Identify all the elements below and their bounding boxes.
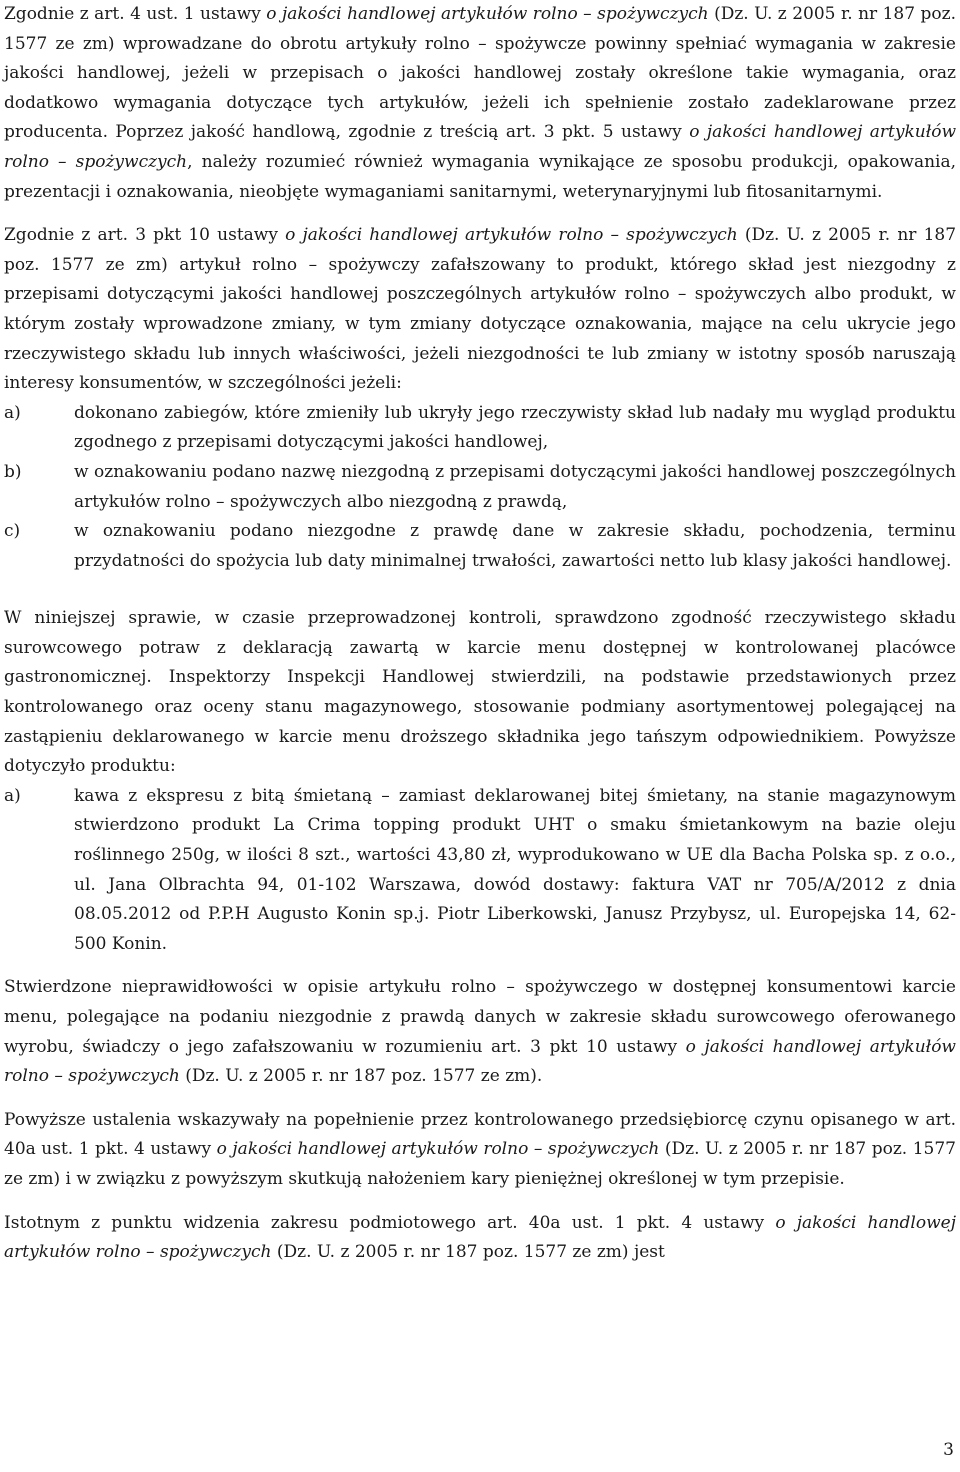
act-title: o jakości handlowej artykułów rolno – spożywczych bbox=[4, 122, 956, 172]
list-item-text: kawa z ekspresu z bitą śmietaną – zamiast deklarowanej bitej śmietany, na stanie magazynowym stwierdzono produkt La Crima topping produkt UHT o smaku śmietankowym na bazie oleju roślinnego 250g, w ilości 8 szt., wartości 43,80 zł, wyprodukowano w UE dla Bacha Polska sp. z o.o., ul. Jana Olbrachta 94, 01-102 Warszawa, dowód dostawy: faktura VAT nr 705/A/2012 z dnia 08.05.2012 od P.P.H Augusto Konin sp.j. Piotr Liberkowski, Janusz Przybysz, ul. Europejska 14, 62-500 Konin. bbox=[74, 785, 956, 954]
list-item-text: w oznakowaniu podano niezgodne z prawdę dane w zakresie składu, pochodzenia, terminu przydatności do spożycia lub daty minimalnej trwałości, zawartości netto lub klasy jakości handlowej. bbox=[74, 521, 956, 571]
text-run: (Dz. U. z 2005 r. nr 187 poz. 1577 ze zm) wprowadzane do obrotu artykuły rolno – spożywcze powinny spełniać wymagania w zakresie jakości handlowej, jeżeli w przepisach o jakości handlowej zostały określone takie wymagania, oraz dodatkowo wymagania dotyczące tych artykułów, jeżeli ich spełnienie zostało zadeklarowane przez producenta. Poprzez jakość handlową, zgodnie z treścią art. 3 pkt. 5 ustawy bbox=[4, 4, 956, 143]
list-marker: c) bbox=[4, 521, 21, 542]
paragraph-penalty bbox=[4, 1106, 956, 1195]
act-title: o jakości handlowej artykułów rolno – spożywczych bbox=[4, 1036, 956, 1087]
list-item bbox=[4, 458, 956, 517]
list-item bbox=[4, 517, 956, 576]
paragraph-scope bbox=[4, 1209, 956, 1268]
text-run: , należy rozumieć również wymagania wynikające ze sposobu produkcji, opakowania, prezentacji i oznakowania, nieobjęte wymaganiami sanitarnymi, weterynaryjnymi lub fitosanitarnymi. bbox=[4, 151, 957, 202]
criteria-list bbox=[4, 399, 956, 577]
text-run: (Dz. U. z 2005 r. nr 187 poz. 1577 ze zm). bbox=[179, 1066, 543, 1087]
act-title: o jakości handlowej artykułów rolno – spożywczych bbox=[266, 4, 709, 24]
list-marker: a) bbox=[4, 402, 21, 423]
text-run: Zgodnie z art. 4 ust. 1 ustawy bbox=[4, 4, 267, 24]
list-marker: b) bbox=[4, 461, 22, 482]
act-title: o jakości handlowej artykułów rolno – spożywczych bbox=[4, 1212, 956, 1263]
list-item bbox=[4, 399, 956, 458]
text-run: Zgodnie z art. 3 pkt 10 ustawy bbox=[4, 225, 286, 246]
paragraph-irregularities bbox=[4, 973, 956, 1091]
paragraph-legal-basis bbox=[4, 0, 956, 207]
paragraph-adulterated-definition bbox=[4, 221, 956, 399]
text-run: (Dz. U. z 2005 r. nr 187 poz. 1577 ze zm) artykuł rolno – spożywczy zafałszowany to produkt, którego skład jest niezgodny z przepisami dotyczącymi jakości handlowej poszczególnych artykułów rolno – spożywczych albo produkt, w którym zostały wprowadzone zmiany, w tym zmiany dotyczące oznakowania, mające na celu ukrycie jego rzeczywistego składu lub innych właściwości, jeżeli niezgodności te lub zmiany w istotny sposób naruszają interesy konsumentów, w szczególności jeżeli: bbox=[4, 225, 957, 394]
text-run: Stwierdzone nieprawidłowości w opisie artykułu rolno – spożywczego w dostępnej konsumentowi karcie menu, polegające na podaniu niezgodnie z prawdą danych w zakresie składu surowcowego oferowanego wyrobu, świadczy o jego zafałszowaniu w rozumieniu art. 3 pkt 10 ustawy bbox=[4, 977, 956, 1057]
list-item-text: dokonano zabiegów, które zmieniły lub ukryły jego rzeczywisty skład lub nadały mu wygląd produktu zgodnego z przepisami dotyczącymi jakości handlowej, bbox=[74, 402, 956, 453]
list-item-text: w oznakowaniu podano nazwę niezgodną z przepisami dotyczącymi jakości handlowej poszczególnych artykułów rolno – spożywczych albo niezgodną z prawdą, bbox=[74, 461, 956, 512]
page-number: 3 bbox=[943, 1440, 954, 1460]
document-page bbox=[4, 0, 956, 1268]
text-run: (Dz. U. z 2005 r. nr 187 poz. 1577 ze zm) i w związku z powyższym skutkują nałożeniem kary pieniężnej określonej w tym przepisie. bbox=[4, 1139, 956, 1189]
list-item bbox=[4, 782, 956, 960]
product-list bbox=[4, 782, 956, 960]
text-run: Istotnym z punktu widzenia zakresu podmiotowego art. 40a ust. 1 pkt. 4 ustawy bbox=[4, 1212, 776, 1233]
list-marker: a) bbox=[4, 785, 21, 806]
text-run: (Dz. U. z 2005 r. nr 187 poz. 1577 ze zm) jest bbox=[271, 1242, 665, 1263]
act-title: o jakości handlowej artykułów rolno – spożywczych bbox=[285, 225, 738, 246]
paragraph-inspection-findings: W niniejszej sprawie, w czasie przeprowadzonej kontroli, sprawdzono zgodność rzeczywistego składu surowcowego potraw z deklaracją zawartą w karcie menu dostępnej w kontrolowanej placówce gastronomicznej. Inspektorzy Inspekcji Handlowej stwierdzili, na podstawie przedstawionych przez kontrolowanego oraz oceny stanu magazynowego, stosowanie podmiany asortymentowej polegającej na zastąpieniu deklarowanego w karcie menu droższego składnika jego tańszym odpowiednikiem. Powyższe dotyczyło produktu: bbox=[4, 608, 956, 777]
act-title: o jakości handlowej artykułów rolno – spożywczych bbox=[216, 1139, 660, 1160]
text-run: Powyższe ustalenia wskazywały na popełnienie przez kontrolowanego przedsiębiorcę czynu opisanego w art. 40a ust. 1 pkt. 4 ustawy bbox=[4, 1109, 956, 1160]
